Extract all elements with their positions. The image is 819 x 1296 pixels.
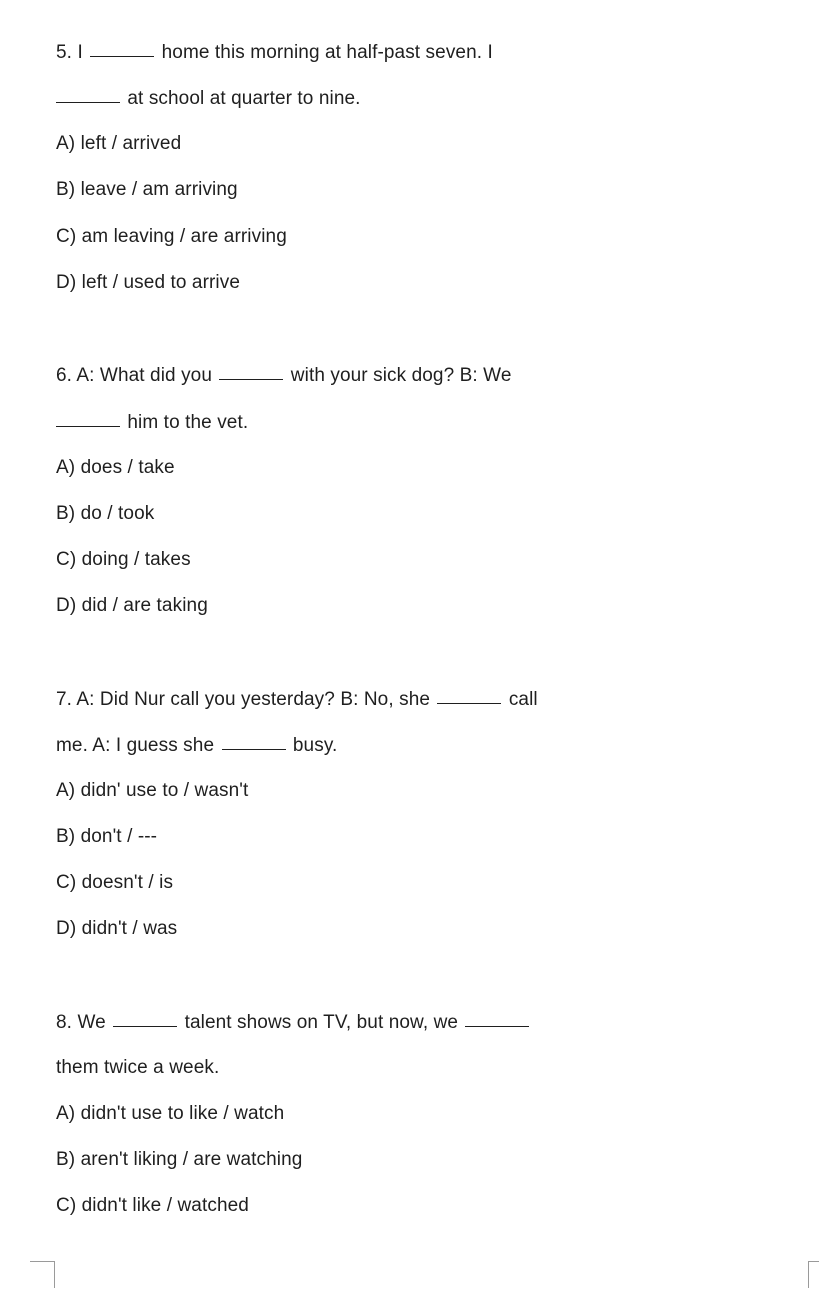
question-text: A: Did Nur call you yesterday? B: No, she [76, 689, 431, 710]
question-5-line-2 [56, 86, 361, 111]
answer-blank [90, 39, 154, 57]
answer-blank [56, 85, 120, 103]
page-corner-mark [30, 1261, 55, 1288]
question-8-option-c: C) didn't like / watched [56, 1195, 249, 1216]
question-text: at school at quarter to nine. [127, 88, 361, 109]
answer-blank [465, 1009, 529, 1027]
question-number: 7. [56, 689, 73, 710]
question-text: me. A: I guess she [56, 735, 215, 756]
question-text: A: What did you [76, 365, 213, 386]
question-text: talent shows on TV, but now, we [184, 1012, 459, 1033]
question-number: 5. [56, 42, 73, 63]
answer-blank [437, 686, 501, 704]
question-6-option-b: B) do / took [56, 503, 155, 524]
question-7-line-2 [56, 733, 337, 758]
question-number: 8. [56, 1012, 73, 1033]
question-5-line-1 [56, 40, 493, 65]
question-text: I [77, 42, 83, 63]
question-7-option-a: A) didn' use to / wasn't [56, 780, 249, 801]
question-6-line-2 [56, 410, 248, 435]
answer-blank [219, 362, 283, 380]
question-text: busy. [292, 735, 338, 756]
answer-blank [113, 1009, 177, 1027]
question-6-option-c: C) doing / takes [56, 549, 191, 570]
question-5-option-c: C) am leaving / are arriving [56, 226, 287, 247]
question-8-line-2: them twice a week. [56, 1057, 220, 1078]
question-7-option-d: D) didn't / was [56, 918, 178, 939]
question-6-option-a: A) does / take [56, 457, 175, 478]
page-corner-mark [808, 1261, 819, 1288]
question-8-line-1 [56, 1010, 531, 1035]
question-8-option-b: B) aren't liking / are watching [56, 1149, 303, 1170]
question-5-option-d: D) left / used to arrive [56, 272, 241, 293]
question-text: home this morning at half-past seven. I [161, 42, 493, 63]
question-8-option-a: A) didn't use to like / watch [56, 1103, 285, 1124]
answer-blank [56, 409, 120, 427]
question-7-option-c: C) doesn't / is [56, 872, 174, 893]
question-6-line-1 [56, 363, 512, 388]
question-5-option-b: B) leave / am arriving [56, 179, 238, 200]
question-7-line-1 [56, 687, 538, 712]
answer-blank [222, 732, 286, 750]
question-text: call [508, 689, 538, 710]
question-6-option-d: D) did / are taking [56, 595, 208, 616]
question-text: him to the vet. [127, 412, 249, 433]
question-7-option-b: B) don't / --- [56, 826, 158, 847]
question-text: with your sick dog? B: We [290, 365, 512, 386]
question-5-option-a: A) left / arrived [56, 133, 182, 154]
question-number: 6. [56, 365, 73, 386]
question-text: We [77, 1012, 106, 1033]
